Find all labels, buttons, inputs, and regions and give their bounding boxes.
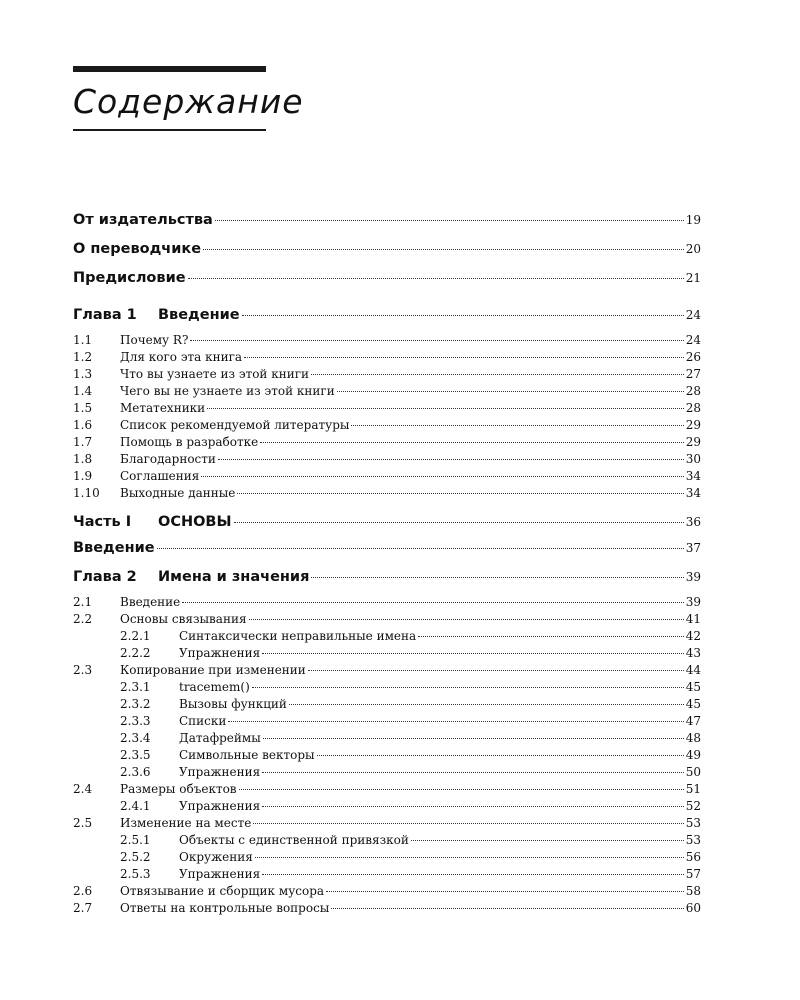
toc-entry-title: От издательства	[73, 212, 213, 228]
toc-chapter-2[interactable]	[73, 569, 701, 595]
dot-leader	[249, 619, 684, 620]
section-title: Метатехники	[120, 401, 206, 415]
subsection-number: 2.2.2	[120, 646, 151, 660]
dot-leader	[203, 249, 684, 250]
subsection-number: 2.3.2	[120, 697, 151, 711]
dot-leader	[218, 459, 684, 460]
page-title: Содержание	[73, 82, 304, 121]
subsection-page: 49	[685, 748, 701, 762]
section-page: 29	[685, 418, 701, 432]
subsection-number: 2.2.1	[120, 629, 151, 643]
dot-leader	[263, 738, 684, 739]
dot-leader	[317, 755, 684, 756]
toc-section[interactable]	[73, 367, 701, 384]
dot-leader	[262, 653, 684, 654]
dot-leader	[228, 721, 683, 722]
chapter-label: Глава 1	[73, 307, 137, 323]
subsection-title: Символьные векторы	[179, 748, 315, 762]
dot-leader	[411, 840, 684, 841]
section-page: 41	[685, 612, 701, 626]
section-number: 2.2	[73, 612, 93, 626]
toc-section[interactable]	[73, 452, 701, 469]
section-page: 39	[685, 595, 701, 609]
toc-section[interactable]	[73, 486, 701, 503]
toc-section[interactable]	[73, 333, 701, 350]
toc-entry-title: Предисловие	[73, 270, 186, 286]
subsection-page: 45	[685, 697, 701, 711]
toc-section[interactable]	[73, 901, 701, 918]
dot-leader	[331, 908, 683, 909]
toc-section[interactable]	[73, 435, 701, 452]
toc-subsection[interactable]	[73, 833, 701, 850]
subsection-title: Объекты с единственной привязкой	[179, 833, 409, 847]
toc-entry-page: 21	[685, 271, 701, 285]
dot-leader	[337, 391, 684, 392]
chapter-page: 39	[685, 570, 701, 584]
toc-entry-intro[interactable]	[73, 540, 701, 569]
dot-leader	[262, 874, 684, 875]
subsection-title: Датафреймы	[179, 731, 261, 745]
dot-leader	[252, 687, 684, 688]
section-title: Размеры объектов	[120, 782, 237, 796]
section-number: 1.5	[73, 401, 93, 415]
subsection-number: 2.3.4	[120, 731, 151, 745]
dot-leader	[242, 315, 684, 316]
chapter-title: Имена и значения	[158, 569, 310, 585]
toc-entry-preface[interactable]	[73, 270, 701, 299]
toc-subsection[interactable]	[73, 799, 701, 816]
toc-entry-page: 19	[685, 213, 701, 227]
toc-section[interactable]	[73, 384, 701, 401]
section-title: Список рекомендуемой литературы	[120, 418, 350, 432]
section-page: 28	[685, 401, 701, 415]
dot-leader	[201, 476, 683, 477]
subsection-title: tracemem()	[179, 680, 250, 694]
section-title: Копирование при изменении	[120, 663, 306, 677]
subsection-page: 56	[685, 850, 701, 864]
toc-section[interactable]	[73, 884, 701, 901]
toc-entry-page: 37	[685, 541, 701, 555]
toc-section[interactable]	[73, 816, 701, 833]
dot-leader	[253, 823, 683, 824]
section-title: Введение	[120, 595, 181, 609]
toc-subsection[interactable]	[73, 646, 701, 663]
dot-leader	[157, 548, 684, 549]
subsection-number: 2.4.1	[120, 799, 151, 813]
section-title: Соглашения	[120, 469, 200, 483]
dot-leader	[326, 891, 684, 892]
section-page: 58	[685, 884, 701, 898]
subsection-number: 2.5.1	[120, 833, 151, 847]
dot-leader	[289, 704, 684, 705]
section-page: 44	[685, 663, 701, 677]
section-title: Благодарности	[120, 452, 216, 466]
section-page: 26	[685, 350, 701, 364]
dot-leader	[418, 636, 684, 637]
toc-section[interactable]	[73, 782, 701, 799]
section-number: 1.7	[73, 435, 93, 449]
toc-subsection[interactable]	[73, 629, 701, 646]
subsection-page: 57	[685, 867, 701, 881]
chapter-page: 24	[685, 308, 701, 322]
dot-leader	[215, 220, 684, 221]
subsection-page: 52	[685, 799, 701, 813]
toc-entry-publisher[interactable]	[73, 212, 701, 241]
section-page: 29	[685, 435, 701, 449]
section-title: Помощь в разработке	[120, 435, 259, 449]
dot-leader	[207, 408, 684, 409]
dot-leader	[239, 789, 684, 790]
dot-leader	[237, 493, 683, 494]
section-page: 51	[685, 782, 701, 796]
dot-leader	[262, 806, 684, 807]
section-page: 34	[685, 486, 701, 500]
section-page: 53	[685, 816, 701, 830]
subsection-title: Синтаксически неправильные имена	[179, 629, 417, 643]
section-number: 2.7	[73, 901, 93, 915]
chapter-title: Введение	[158, 307, 240, 323]
subsection-title: Упражнения	[179, 646, 261, 660]
subsection-number: 2.3.6	[120, 765, 151, 779]
table-of-contents	[73, 212, 701, 918]
section-title: Чего вы не узнаете из этой книги	[120, 384, 335, 398]
section-page: 27	[685, 367, 701, 381]
section-number: 1.10	[73, 486, 100, 500]
section-title: Для кого эта книга	[120, 350, 243, 364]
toc-chapter-1[interactable]	[73, 307, 701, 333]
section-number: 2.6	[73, 884, 93, 898]
toc-section[interactable]	[73, 350, 701, 367]
section-title: Изменение на месте	[120, 816, 252, 830]
toc-section[interactable]	[73, 469, 701, 486]
dot-leader	[311, 577, 683, 578]
dot-leader	[255, 857, 684, 858]
toc-subsection[interactable]	[73, 765, 701, 782]
subsection-title: Упражнения	[179, 765, 261, 779]
subsection-page: 47	[685, 714, 701, 728]
part-page: 36	[685, 515, 701, 529]
toc-subsection[interactable]	[73, 731, 701, 748]
subsection-page: 50	[685, 765, 701, 779]
section-number: 2.1	[73, 595, 93, 609]
section-page: 28	[685, 384, 701, 398]
dot-leader	[262, 772, 684, 773]
section-title: Почему R?	[120, 333, 189, 347]
subsection-page: 48	[685, 731, 701, 745]
toc-subsection[interactable]	[73, 867, 701, 884]
dot-leader	[351, 425, 683, 426]
toc-entry-page: 20	[685, 242, 701, 256]
section-page: 60	[685, 901, 701, 915]
dot-leader	[188, 278, 684, 279]
subsection-page: 45	[685, 680, 701, 694]
title-rule-bottom	[73, 129, 266, 131]
title-rule-top	[73, 66, 266, 72]
section-number: 1.1	[73, 333, 93, 347]
subsection-number: 2.5.2	[120, 850, 151, 864]
section-title: Что вы узнаете из этой книги	[120, 367, 310, 381]
subsection-title: Вызовы функций	[179, 697, 287, 711]
part-label: Часть I	[73, 514, 132, 530]
chapter-label: Глава 2	[73, 569, 137, 585]
toc-part-1[interactable]	[73, 514, 701, 540]
toc-entry-title: О переводчике	[73, 241, 202, 257]
toc-entry-title: Введение	[73, 540, 155, 556]
subsection-page: 42	[685, 629, 701, 643]
dot-leader	[260, 442, 683, 443]
section-title: Отвязывание и сборщик мусора	[120, 884, 325, 898]
subsection-title: Окружения	[179, 850, 253, 864]
subsection-page: 43	[685, 646, 701, 660]
dot-leader	[190, 340, 683, 341]
subsection-title: Списки	[179, 714, 227, 728]
section-title: Выходные данные	[120, 486, 236, 500]
section-page: 24	[685, 333, 701, 347]
toc-subsection[interactable]	[73, 748, 701, 765]
subsection-number: 2.3.3	[120, 714, 151, 728]
subsection-number: 2.3.5	[120, 748, 151, 762]
section-number: 1.2	[73, 350, 93, 364]
section-number: 2.5	[73, 816, 93, 830]
toc-section[interactable]	[73, 418, 701, 435]
section-page: 30	[685, 452, 701, 466]
section-page: 34	[685, 469, 701, 483]
section-number: 2.3	[73, 663, 93, 677]
dot-leader	[311, 374, 684, 375]
section-number: 1.9	[73, 469, 93, 483]
subsection-title: Упражнения	[179, 867, 261, 881]
dot-leader	[182, 602, 683, 603]
part-title: ОСНОВЫ	[158, 514, 232, 530]
toc-subsection[interactable]	[73, 680, 701, 697]
section-number: 1.4	[73, 384, 93, 398]
toc-section[interactable]	[73, 663, 701, 680]
toc-section[interactable]	[73, 595, 701, 612]
subsection-number: 2.3.1	[120, 680, 151, 694]
section-number: 1.8	[73, 452, 93, 466]
dot-leader	[308, 670, 684, 671]
subsection-page: 53	[685, 833, 701, 847]
toc-section[interactable]	[73, 612, 701, 629]
subsection-number: 2.5.3	[120, 867, 151, 881]
dot-leader	[244, 357, 684, 358]
section-title: Основы связывания	[120, 612, 247, 626]
section-number: 1.3	[73, 367, 93, 381]
toc-subsection[interactable]	[73, 697, 701, 714]
section-number: 2.4	[73, 782, 93, 796]
toc-section[interactable]	[73, 401, 701, 418]
toc-entry-translator[interactable]	[73, 241, 701, 270]
subsection-title: Упражнения	[179, 799, 261, 813]
dot-leader	[234, 522, 684, 523]
section-number: 1.6	[73, 418, 93, 432]
toc-subsection[interactable]	[73, 850, 701, 867]
toc-subsection[interactable]	[73, 714, 701, 731]
section-title: Ответы на контрольные вопросы	[120, 901, 330, 915]
